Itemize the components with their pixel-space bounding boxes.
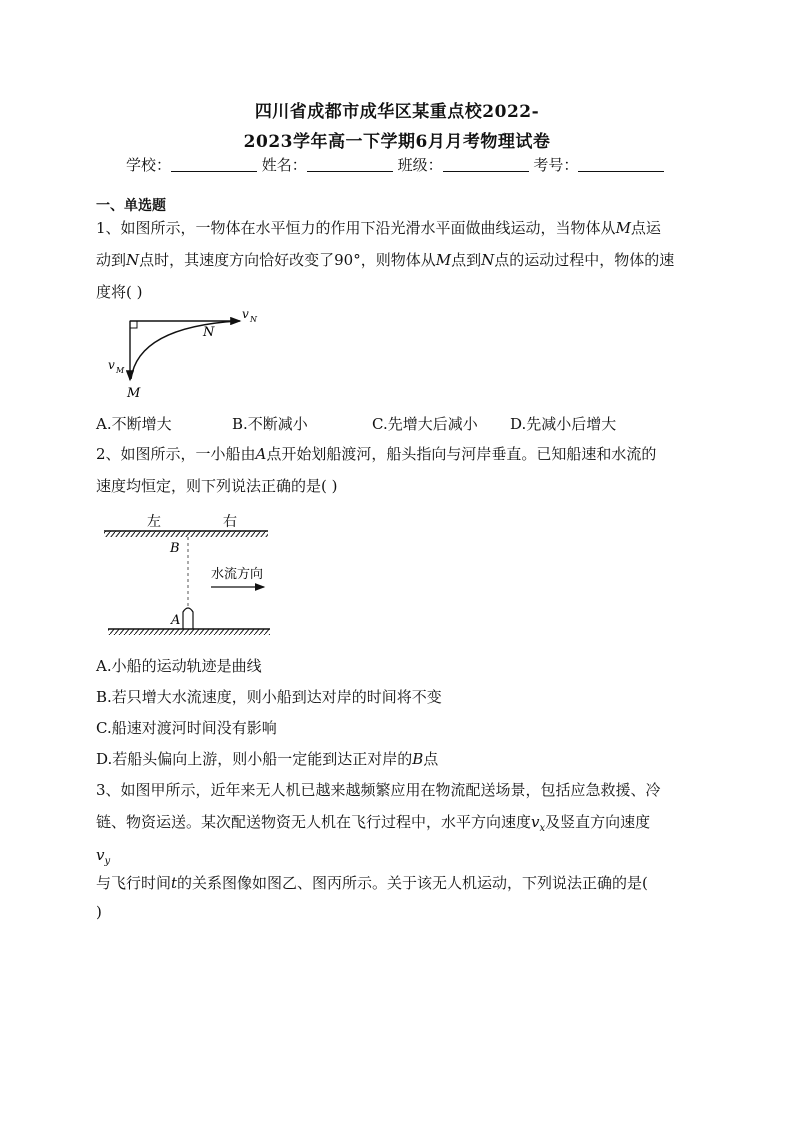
class-label: 班级： xyxy=(397,156,443,174)
q1-option-d[interactable]: D.先减小后增大 xyxy=(510,415,617,433)
boat-shape xyxy=(183,608,193,629)
q2-option-d[interactable]: D.若船头偏向上游，则小船一定能到达正对岸的B点 xyxy=(96,750,439,768)
vm-sub: M xyxy=(116,366,125,375)
q2-option-b[interactable]: B.若只增大水流速度，则小船到达对岸的时间将不变 xyxy=(96,688,442,706)
question-2-stem: 2、如图所示，一小船由A点开始划船渡河，船头指向与河岸垂直。已知船速和水流的 速度均恒定，则下列说法正确的是( ) xyxy=(96,445,657,495)
vn-label: v xyxy=(242,307,249,321)
left-label: 左 xyxy=(147,514,161,530)
point-a-label: A xyxy=(171,613,181,628)
class-blank xyxy=(443,157,529,172)
school-blank xyxy=(171,157,257,172)
q1-option-a[interactable]: A.不断增大 xyxy=(96,415,172,433)
q2-option-c[interactable]: C.船速对渡河时间没有影响 xyxy=(96,719,277,737)
q1-option-c[interactable]: C.先增大后减小 xyxy=(372,415,478,433)
student-info-row xyxy=(126,154,664,175)
question-3-line4: 与飞行时间t的关系图像如图乙、图丙所示。关于该无人机运动，下列说法正确的是( xyxy=(96,874,648,892)
question-3-line2: 链、物资运送。某次配送物资无人机在飞行过程中，水平方向速度$v_x$及竖直方向速度 xyxy=(96,813,651,834)
point-m-label: M xyxy=(127,386,141,400)
point-b-label: B xyxy=(170,541,180,556)
flow-direction-label: 水流方向 xyxy=(211,567,264,582)
vm-label: v xyxy=(108,358,115,372)
question-3-line5: ) xyxy=(96,903,102,921)
exam-title-line2: 2023学年高一下学期6月月考物理试卷 xyxy=(243,132,551,152)
number-blank xyxy=(578,157,664,172)
vn-sub: N xyxy=(250,315,257,324)
q2-option-a[interactable]: A.小船的运动轨迹是曲线 xyxy=(96,657,262,675)
question-2-figure xyxy=(100,508,275,638)
name-blank xyxy=(307,157,393,172)
number-label: 考号： xyxy=(533,156,579,174)
question-1-figure xyxy=(100,305,270,400)
q1-option-b[interactable]: B.不断减小 xyxy=(232,415,308,433)
point-n-label: N xyxy=(203,325,215,340)
school-label: 学校： xyxy=(126,156,172,174)
section-heading: 一、单选题 xyxy=(96,198,166,214)
name-label: 姓名： xyxy=(261,156,307,174)
question-3-vy: $v_y$ xyxy=(96,846,111,867)
question-3-line1: 3、如图甲所示，近年来无人机已越来越频繁应用在物流配送场景，包括应急救援、冷 xyxy=(96,781,661,799)
right-angle-mark xyxy=(130,321,137,328)
right-label: 右 xyxy=(223,514,237,530)
trajectory-curve xyxy=(131,321,238,379)
question-1-stem: 1、如图所示，一物体在水平恒力的作用下沿光滑水平面做曲线运动，当物体从M点运 动到N点时，其速度方向恰好改变了90°，则物体从M点到N点的运动过程中，物体的速 度将( ) xyxy=(96,219,675,301)
exam-title-line1: 四川省成都市成华区某重点校2022- xyxy=(254,102,540,122)
